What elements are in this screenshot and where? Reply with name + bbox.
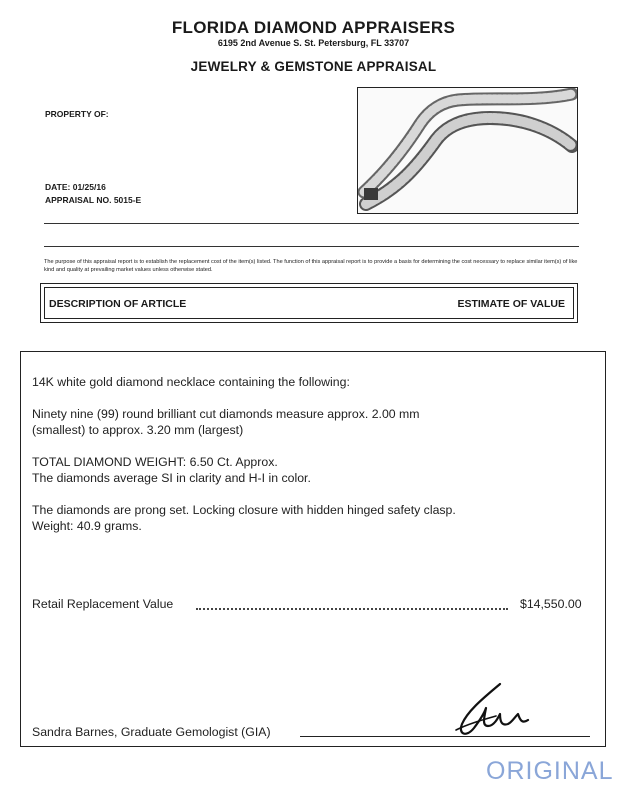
description-line-3: (smallest) to approx. 3.20 mm (largest) (32, 423, 244, 437)
description-line-1: 14K white gold diamond necklace containing the following: (32, 375, 350, 389)
description-line-2: Ninety nine (99) round brilliant cut diamonds measure approx. 2.00 mm (32, 407, 420, 421)
company-name: FLORIDA DIAMOND APPRAISERS (171, 18, 456, 37)
leader-dots (196, 598, 508, 610)
property-of-label: PROPERTY OF: (45, 109, 109, 119)
date-label: DATE: (45, 182, 71, 192)
valuation-label: Retail Replacement Value (32, 597, 174, 611)
company-address: 6195 2nd Avenue S. St. Petersburg, FL 33707 (217, 38, 410, 48)
blank-line-2 (44, 246, 579, 247)
date-row (45, 182, 106, 192)
estimate-header: ESTIMATE OF VALUE (457, 298, 565, 310)
description-line-6: The diamonds are prong set. Locking closure with hidden hinged safety clasp. (32, 503, 456, 517)
valuation-amount: $14,550.00 (520, 597, 582, 611)
blank-line-1 (44, 223, 579, 224)
original-stamp: ORIGINAL (486, 757, 614, 785)
date-value: 01/25/16 (72, 182, 106, 192)
diamond-necklace-photo-icon (358, 88, 577, 213)
purpose-statement: The purpose of this appraisal report is to establish the replacement cost of the item(s) listed. The function of this appraisal report is to provide a basis for determining the cost necessary to replace similar item(s) of like kind and quality at prevailing market values unless otherwise stated. (44, 259, 578, 273)
appraiser-name: Sandra Barnes, Graduate Gemologist (GIA) (32, 725, 271, 739)
description-line-7: Weight: 40.9 grams. (32, 519, 142, 533)
description-line-5: The diamonds average SI in clarity and H-I in color. (32, 471, 311, 485)
document-title: JEWELRY & GEMSTONE APPRAISAL (190, 59, 437, 74)
appraisal-number-value: 5015-E (113, 195, 142, 205)
description-line-4: TOTAL DIAMOND WEIGHT: 6.50 Ct. Approx. (32, 455, 278, 469)
column-header-box (40, 283, 578, 323)
signature-line (300, 736, 590, 737)
column-header-inner (44, 287, 574, 319)
necklace-photo (357, 87, 578, 214)
appraisal-number-label: APPRAISAL NO. (45, 195, 112, 205)
description-header: DESCRIPTION OF ARTICLE (49, 298, 187, 310)
appraisal-number-row (45, 195, 141, 205)
signature-icon (438, 680, 538, 740)
